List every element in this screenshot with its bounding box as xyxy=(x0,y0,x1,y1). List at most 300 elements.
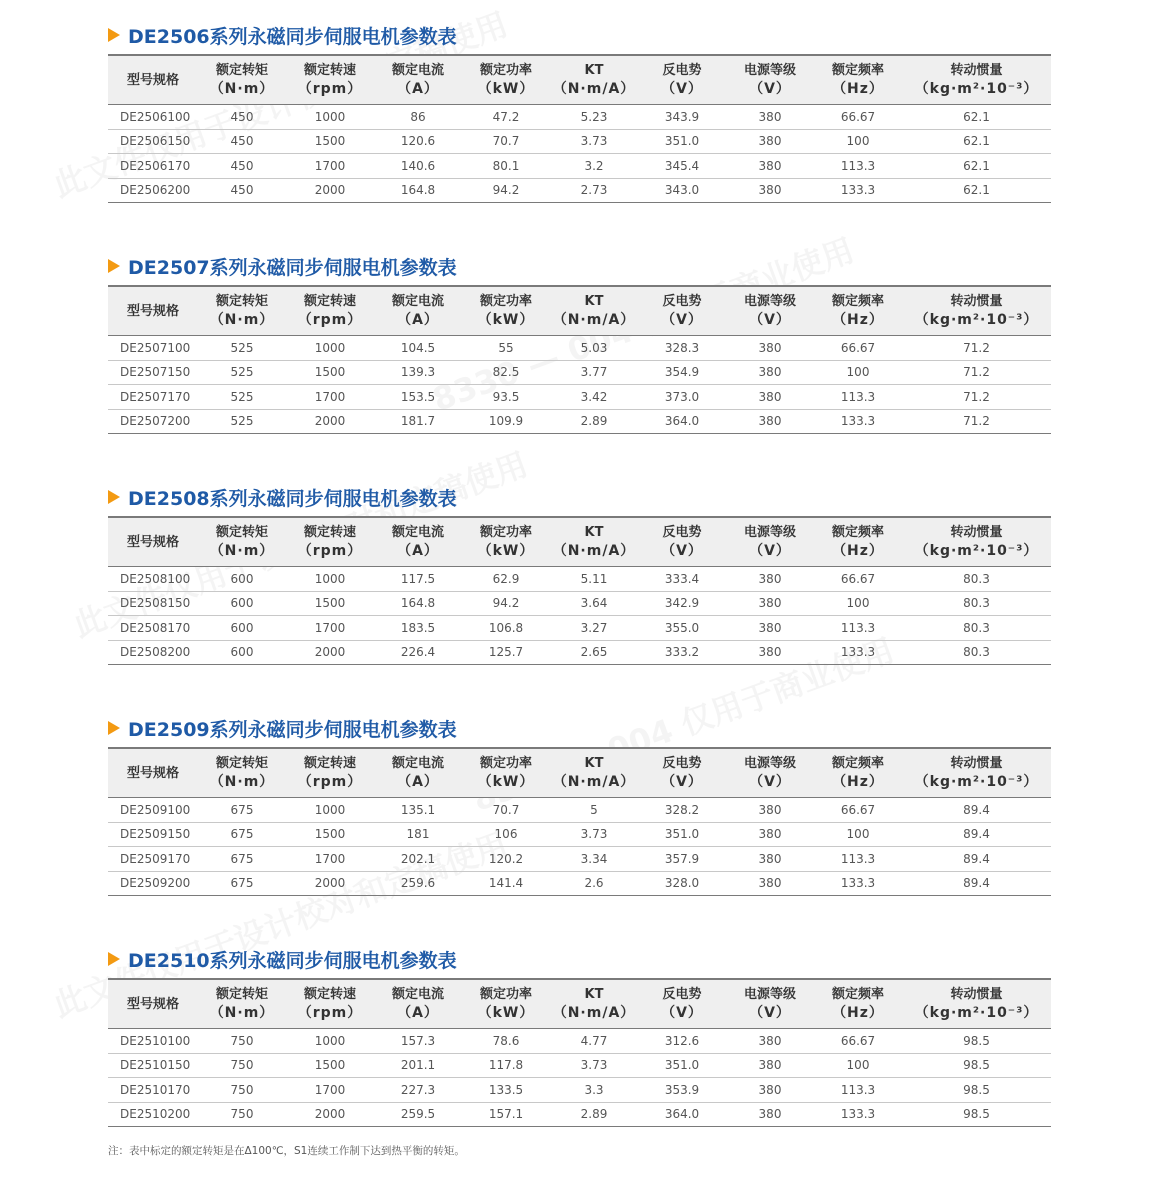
table-cell: 78.6 xyxy=(462,1029,550,1054)
table-cell: 82.5 xyxy=(462,360,550,385)
section-title-text: DE2508系列永磁同步伺服电机参数表 xyxy=(128,487,457,510)
table-cell: 675 xyxy=(198,798,286,823)
table-cell: 525 xyxy=(198,385,286,410)
table-cell: 113.3 xyxy=(814,385,902,410)
table-cell: 364.0 xyxy=(638,1102,726,1127)
table-cell: 333.4 xyxy=(638,567,726,592)
column-header-unit: （V） xyxy=(749,312,791,328)
column-header-unit: （V） xyxy=(661,774,703,790)
table-row xyxy=(108,798,1051,823)
model-cell: DE2506150 xyxy=(108,129,198,154)
column-header xyxy=(108,286,198,336)
table-cell: 343.9 xyxy=(638,105,726,130)
table-cell: 4.77 xyxy=(550,1029,638,1054)
table-cell: 380 xyxy=(726,616,814,641)
column-header-label: 转动惯量 xyxy=(950,756,1003,771)
column-header-unit: （N·m/A） xyxy=(552,774,636,790)
column-header-label: 额定频率 xyxy=(831,294,884,309)
column-header xyxy=(108,55,198,105)
column-header xyxy=(550,979,638,1029)
table-cell: 80.3 xyxy=(902,591,1051,616)
table-cell: 380 xyxy=(726,154,814,179)
model-cell: DE2508150 xyxy=(108,591,198,616)
spec-section xyxy=(108,22,1041,203)
column-header-label: 电源等级 xyxy=(743,63,796,78)
column-header-label: 额定转速 xyxy=(303,756,356,771)
table-cell: 113.3 xyxy=(814,616,902,641)
column-header-label: 电源等级 xyxy=(743,987,796,1002)
table-cell: 2000 xyxy=(286,1102,374,1127)
model-cell: DE2510170 xyxy=(108,1078,198,1103)
table-cell: 364.0 xyxy=(638,409,726,434)
column-header xyxy=(198,748,286,798)
table-cell: 357.9 xyxy=(638,847,726,872)
table-cell: 1500 xyxy=(286,129,374,154)
column-header-label: 转动惯量 xyxy=(950,63,1003,78)
table-cell: 259.6 xyxy=(374,871,462,896)
column-header-unit: （V） xyxy=(749,1005,791,1021)
table-cell: 71.2 xyxy=(902,360,1051,385)
column-header-unit: （kW） xyxy=(477,1005,535,1021)
table-cell: 2.6 xyxy=(550,871,638,896)
table-cell: 66.67 xyxy=(814,567,902,592)
column-header xyxy=(638,748,726,798)
table-row xyxy=(108,1029,1051,1054)
column-header xyxy=(286,517,374,567)
column-header-label: 额定功率 xyxy=(479,525,532,540)
table-cell: 380 xyxy=(726,640,814,665)
column-header xyxy=(286,979,374,1029)
section-title xyxy=(108,253,1041,279)
table-cell: 373.0 xyxy=(638,385,726,410)
spec-section xyxy=(108,253,1041,434)
table-cell: 153.5 xyxy=(374,385,462,410)
table-cell: 117.8 xyxy=(462,1053,550,1078)
column-header-unit: （V） xyxy=(661,81,703,97)
table-row xyxy=(108,640,1051,665)
table-cell: 100 xyxy=(814,1053,902,1078)
table-cell: 106 xyxy=(462,822,550,847)
table-cell: 89.4 xyxy=(902,847,1051,872)
table-cell: 345.4 xyxy=(638,154,726,179)
table-cell: 47.2 xyxy=(462,105,550,130)
column-header-label: 反电势 xyxy=(662,294,702,309)
table-cell: 117.5 xyxy=(374,567,462,592)
column-header-unit: （Hz） xyxy=(832,774,884,790)
table-cell: 226.4 xyxy=(374,640,462,665)
model-cell: DE2510200 xyxy=(108,1102,198,1127)
spec-section xyxy=(108,484,1041,665)
table-cell: 380 xyxy=(726,336,814,361)
column-header-unit: （kg·m²·10⁻³） xyxy=(914,543,1039,559)
column-header xyxy=(108,748,198,798)
column-header xyxy=(550,517,638,567)
table-cell: 139.3 xyxy=(374,360,462,385)
column-header xyxy=(198,55,286,105)
column-header xyxy=(638,979,726,1029)
column-header-label: 额定电流 xyxy=(391,63,444,78)
table-cell: 100 xyxy=(814,822,902,847)
column-header-unit: （kW） xyxy=(477,312,535,328)
column-header xyxy=(374,979,462,1029)
model-cell: DE2506200 xyxy=(108,178,198,203)
column-header-label: 型号规格 xyxy=(126,996,179,1012)
table-cell: 351.0 xyxy=(638,822,726,847)
column-header-label: 额定转矩 xyxy=(215,294,268,309)
table-header-row xyxy=(108,517,1051,567)
column-header-unit: （rpm） xyxy=(297,774,363,790)
column-header-label: 型号规格 xyxy=(126,534,179,550)
table-cell: 5.03 xyxy=(550,336,638,361)
column-header-unit: （Hz） xyxy=(832,543,884,559)
column-header-unit: （V） xyxy=(661,543,703,559)
column-header-unit: （V） xyxy=(749,543,791,559)
model-cell: DE2510150 xyxy=(108,1053,198,1078)
column-header-label: 型号规格 xyxy=(126,765,179,781)
spec-section xyxy=(108,946,1041,1127)
table-cell: 98.5 xyxy=(902,1102,1051,1127)
table-cell: 89.4 xyxy=(902,871,1051,896)
column-header-label: 额定电流 xyxy=(391,756,444,771)
column-header xyxy=(198,286,286,336)
column-header-label: 额定功率 xyxy=(479,294,532,309)
table-cell: 675 xyxy=(198,847,286,872)
table-cell: 133.3 xyxy=(814,1102,902,1127)
column-header-unit: （A） xyxy=(397,774,439,790)
table-cell: 86 xyxy=(374,105,462,130)
table-cell: 380 xyxy=(726,409,814,434)
table-cell: 675 xyxy=(198,822,286,847)
column-header xyxy=(638,286,726,336)
table-cell: 1500 xyxy=(286,591,374,616)
column-header-unit: （N·m） xyxy=(209,774,275,790)
table-header-row xyxy=(108,55,1051,105)
table-cell: 133.3 xyxy=(814,871,902,896)
table-cell: 5 xyxy=(550,798,638,823)
table-cell: 100 xyxy=(814,591,902,616)
table-cell: 164.8 xyxy=(374,591,462,616)
column-header xyxy=(638,517,726,567)
column-header-label: KT xyxy=(584,294,604,309)
section-title xyxy=(108,22,1041,48)
table-cell: 109.9 xyxy=(462,409,550,434)
table-cell: 600 xyxy=(198,640,286,665)
column-header-unit: （N·m/A） xyxy=(552,1005,636,1021)
table-cell: 333.2 xyxy=(638,640,726,665)
table-cell: 380 xyxy=(726,822,814,847)
table-cell: 351.0 xyxy=(638,129,726,154)
model-cell: DE2508170 xyxy=(108,616,198,641)
table-cell: 342.9 xyxy=(638,591,726,616)
table-cell: 98.5 xyxy=(902,1053,1051,1078)
column-header-unit: （kg·m²·10⁻³） xyxy=(914,774,1039,790)
column-header xyxy=(902,979,1051,1029)
table-cell: 133.3 xyxy=(814,640,902,665)
column-header-label: 额定电流 xyxy=(391,525,444,540)
column-header xyxy=(638,55,726,105)
table-cell: 3.34 xyxy=(550,847,638,872)
table-cell: 2.89 xyxy=(550,1102,638,1127)
column-header xyxy=(108,517,198,567)
column-header-unit: （A） xyxy=(397,81,439,97)
spec-table xyxy=(108,54,1051,203)
column-header xyxy=(374,55,462,105)
column-header-label: 额定转速 xyxy=(303,987,356,1002)
column-header-unit: （V） xyxy=(661,312,703,328)
table-cell: 380 xyxy=(726,129,814,154)
table-row xyxy=(108,1053,1051,1078)
section-title-text: DE2506系列永磁同步伺服电机参数表 xyxy=(128,25,457,48)
column-header-label: 额定频率 xyxy=(831,756,884,771)
table-cell: 113.3 xyxy=(814,1078,902,1103)
table-cell: 525 xyxy=(198,360,286,385)
table-cell: 5.23 xyxy=(550,105,638,130)
table-cell: 312.6 xyxy=(638,1029,726,1054)
column-header-label: 额定转矩 xyxy=(215,63,268,78)
table-cell: 181.7 xyxy=(374,409,462,434)
table-cell: 354.9 xyxy=(638,360,726,385)
column-header xyxy=(814,979,902,1029)
column-header-label: KT xyxy=(584,525,604,540)
table-row xyxy=(108,105,1051,130)
column-header-unit: （rpm） xyxy=(297,312,363,328)
column-header-unit: （N·m） xyxy=(209,81,275,97)
column-header xyxy=(462,979,550,1029)
column-header-unit: （V） xyxy=(661,1005,703,1021)
model-cell: DE2509170 xyxy=(108,847,198,872)
table-cell: 450 xyxy=(198,129,286,154)
table-cell: 71.2 xyxy=(902,336,1051,361)
table-cell: 675 xyxy=(198,871,286,896)
table-cell: 66.67 xyxy=(814,336,902,361)
triangle-bullet-icon xyxy=(108,952,120,966)
table-header-row xyxy=(108,979,1051,1029)
table-cell: 181 xyxy=(374,822,462,847)
column-header xyxy=(108,979,198,1029)
table-cell: 380 xyxy=(726,798,814,823)
table-row xyxy=(108,409,1051,434)
column-header xyxy=(374,748,462,798)
table-cell: 328.3 xyxy=(638,336,726,361)
table-cell: 89.4 xyxy=(902,798,1051,823)
column-header-label: 额定电流 xyxy=(391,294,444,309)
table-cell: 71.2 xyxy=(902,409,1051,434)
column-header-unit: （N·m） xyxy=(209,312,275,328)
table-row xyxy=(108,847,1051,872)
column-header-label: 额定功率 xyxy=(479,63,532,78)
table-cell: 133.3 xyxy=(814,178,902,203)
column-header-unit: （V） xyxy=(749,774,791,790)
table-row xyxy=(108,385,1051,410)
table-row xyxy=(108,336,1051,361)
table-cell: 3.27 xyxy=(550,616,638,641)
table-cell: 1500 xyxy=(286,360,374,385)
table-cell: 106.8 xyxy=(462,616,550,641)
table-cell: 351.0 xyxy=(638,1053,726,1078)
table-cell: 164.8 xyxy=(374,178,462,203)
model-cell: DE2506100 xyxy=(108,105,198,130)
table-cell: 125.7 xyxy=(462,640,550,665)
triangle-bullet-icon xyxy=(108,490,120,504)
column-header-label: 额定频率 xyxy=(831,987,884,1002)
table-cell: 3.2 xyxy=(550,154,638,179)
table-cell: 113.3 xyxy=(814,154,902,179)
triangle-bullet-icon xyxy=(108,259,120,273)
table-cell: 140.6 xyxy=(374,154,462,179)
column-header-unit: （kg·m²·10⁻³） xyxy=(914,81,1039,97)
column-header-unit: （Hz） xyxy=(832,81,884,97)
section-title xyxy=(108,484,1041,510)
model-cell: DE2509200 xyxy=(108,871,198,896)
table-cell: 202.1 xyxy=(374,847,462,872)
table-cell: 380 xyxy=(726,1029,814,1054)
column-header-label: KT xyxy=(584,756,604,771)
model-cell: DE2507100 xyxy=(108,336,198,361)
table-cell: 98.5 xyxy=(902,1029,1051,1054)
column-header-unit: （rpm） xyxy=(297,543,363,559)
column-header xyxy=(462,286,550,336)
table-cell: 70.7 xyxy=(462,798,550,823)
table-cell: 141.4 xyxy=(462,871,550,896)
column-header-label: 额定转速 xyxy=(303,525,356,540)
table-row xyxy=(108,360,1051,385)
spec-table xyxy=(108,516,1051,665)
table-cell: 2000 xyxy=(286,178,374,203)
column-header xyxy=(286,286,374,336)
table-cell: 525 xyxy=(198,409,286,434)
column-header-label: 反电势 xyxy=(662,525,702,540)
table-cell: 1700 xyxy=(286,385,374,410)
section-title-text: DE2507系列永磁同步伺服电机参数表 xyxy=(128,256,457,279)
column-header xyxy=(550,748,638,798)
column-header xyxy=(462,517,550,567)
section-title-text: DE2509系列永磁同步伺服电机参数表 xyxy=(128,718,457,741)
section-title xyxy=(108,946,1041,972)
column-header-unit: （kg·m²·10⁻³） xyxy=(914,312,1039,328)
model-cell: DE2506170 xyxy=(108,154,198,179)
column-header-label: 反电势 xyxy=(662,987,702,1002)
column-header xyxy=(814,748,902,798)
table-cell: 2.65 xyxy=(550,640,638,665)
column-header-unit: （A） xyxy=(397,312,439,328)
column-header-label: 额定频率 xyxy=(831,525,884,540)
table-cell: 3.73 xyxy=(550,1053,638,1078)
column-header xyxy=(374,286,462,336)
table-cell: 2.73 xyxy=(550,178,638,203)
table-cell: 157.1 xyxy=(462,1102,550,1127)
column-header-unit: （rpm） xyxy=(297,81,363,97)
column-header xyxy=(198,979,286,1029)
table-cell: 1500 xyxy=(286,1053,374,1078)
table-cell: 1700 xyxy=(286,1078,374,1103)
table-cell: 80.1 xyxy=(462,154,550,179)
table-cell: 2000 xyxy=(286,871,374,896)
table-cell: 62.1 xyxy=(902,105,1051,130)
table-cell: 380 xyxy=(726,385,814,410)
column-header-unit: （kg·m²·10⁻³） xyxy=(914,1005,1039,1021)
table-cell: 113.3 xyxy=(814,847,902,872)
table-cell: 104.5 xyxy=(374,336,462,361)
column-header xyxy=(726,517,814,567)
table-cell: 450 xyxy=(198,178,286,203)
table-cell: 94.2 xyxy=(462,178,550,203)
table-cell: 133.3 xyxy=(814,409,902,434)
column-header-unit: （N·m） xyxy=(209,1005,275,1021)
table-cell: 343.0 xyxy=(638,178,726,203)
column-header xyxy=(550,286,638,336)
table-cell: 62.1 xyxy=(902,178,1051,203)
column-header xyxy=(286,748,374,798)
column-header-label: 转动惯量 xyxy=(950,525,1003,540)
table-cell: 89.4 xyxy=(902,822,1051,847)
table-row xyxy=(108,871,1051,896)
table-cell: 3.64 xyxy=(550,591,638,616)
model-cell: DE2507170 xyxy=(108,385,198,410)
column-header-unit: （A） xyxy=(397,543,439,559)
section-title xyxy=(108,715,1041,741)
table-row xyxy=(108,178,1051,203)
table-cell: 66.67 xyxy=(814,798,902,823)
table-cell: 380 xyxy=(726,1078,814,1103)
table-cell: 380 xyxy=(726,567,814,592)
table-cell: 1500 xyxy=(286,822,374,847)
table-cell: 380 xyxy=(726,591,814,616)
table-cell: 133.5 xyxy=(462,1078,550,1103)
table-cell: 750 xyxy=(198,1102,286,1127)
table-cell: 66.67 xyxy=(814,105,902,130)
column-header xyxy=(814,517,902,567)
table-cell: 3.73 xyxy=(550,822,638,847)
table-cell: 1700 xyxy=(286,616,374,641)
column-header-label: 转动惯量 xyxy=(950,987,1003,1002)
table-cell: 750 xyxy=(198,1053,286,1078)
table-row xyxy=(108,822,1051,847)
table-header-row xyxy=(108,286,1051,336)
table-row xyxy=(108,1102,1051,1127)
table-cell: 157.3 xyxy=(374,1029,462,1054)
table-cell: 1000 xyxy=(286,798,374,823)
table-cell: 62.9 xyxy=(462,567,550,592)
column-header-label: 额定电流 xyxy=(391,987,444,1002)
table-cell: 380 xyxy=(726,105,814,130)
column-header xyxy=(374,517,462,567)
spec-table xyxy=(108,747,1051,896)
table-cell: 3.77 xyxy=(550,360,638,385)
table-cell: 328.0 xyxy=(638,871,726,896)
column-header-unit: （Hz） xyxy=(832,1005,884,1021)
table-cell: 2000 xyxy=(286,409,374,434)
table-row xyxy=(108,154,1051,179)
column-header-label: 型号规格 xyxy=(126,72,179,88)
table-cell: 380 xyxy=(726,847,814,872)
column-header xyxy=(902,286,1051,336)
column-header-label: 型号规格 xyxy=(126,303,179,319)
column-header-label: 电源等级 xyxy=(743,525,796,540)
table-cell: 600 xyxy=(198,616,286,641)
table-cell: 525 xyxy=(198,336,286,361)
column-header xyxy=(286,55,374,105)
table-cell: 328.2 xyxy=(638,798,726,823)
column-header-unit: （N·m/A） xyxy=(552,81,636,97)
table-cell: 227.3 xyxy=(374,1078,462,1103)
model-cell: DE2509100 xyxy=(108,798,198,823)
table-cell: 1700 xyxy=(286,847,374,872)
table-cell: 1000 xyxy=(286,336,374,361)
table-cell: 120.2 xyxy=(462,847,550,872)
column-header-unit: （N·m/A） xyxy=(552,312,636,328)
table-cell: 5.11 xyxy=(550,567,638,592)
column-header xyxy=(726,979,814,1029)
